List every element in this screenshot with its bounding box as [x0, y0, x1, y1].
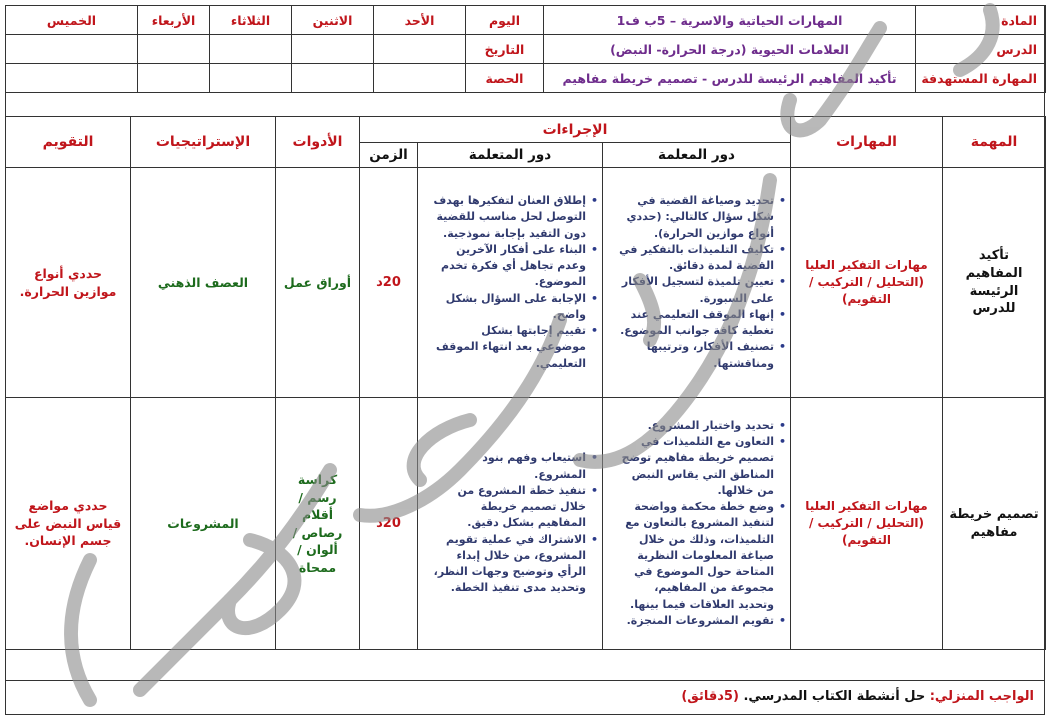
strategy-cell: العصف الذهني [131, 168, 276, 398]
header-row-lesson [6, 35, 1046, 64]
date-cell [138, 35, 210, 64]
col-time-header: الزمن [360, 143, 418, 168]
strategy-cell: المشروعات [131, 398, 276, 650]
homework-row [5, 680, 1045, 715]
list-item: • وضع خطة محكمة وواضحة لتنفيذ المشروع بالتعاون مع التلميذات، وذلك من خلال صياغة المعلومات النظرية المتاحة حول الموضوع في مجموعة من المفاهيم، وتحديد العلاقات فيما بينها. [617, 499, 786, 613]
lesson-label: الدرس [916, 35, 1046, 64]
task-cell: تأكيد المفاهيم الرئيسة للدرس [943, 168, 1046, 398]
time-cell: 20د [360, 168, 418, 398]
list-item: • تقويم المشروعات المنجزة. [617, 613, 786, 629]
day-monday: الاثنين [292, 6, 374, 35]
day-sunday: الأحد [374, 6, 466, 35]
teacher-role-cell [603, 168, 791, 398]
col-strategies-header: الإستراتيجيات [131, 117, 276, 168]
lesson-plan-table [5, 116, 1046, 650]
target-skill-label: المهارة المستهدفة [916, 64, 1046, 93]
spacer-row [5, 93, 1045, 117]
date-label: التاريخ [466, 35, 544, 64]
target-skill-value: تأكيد المفاهيم الرئيسة للدرس - تصميم خريطة مفاهيم [544, 64, 916, 93]
col-teacher-role-header: دور المعلمة [603, 143, 791, 168]
col-tools-header: الأدوات [276, 117, 360, 168]
homework-value: حل أنشطة الكتاب المدرسي. [743, 689, 926, 704]
list-item: • تكليف التلميذات بالتفكير في القضية لمدة دقائق. [617, 242, 786, 275]
list-item: • تعيين تلميذة لتسجيل الأفكار على السبورة. [617, 274, 786, 307]
period-cell [138, 64, 210, 93]
list-item: • تحديد واختيار المشروع. [617, 418, 786, 434]
list-item: • التعاون مع التلميذات في تصميم خريطة مفاهيم توضح المناطق التي يقاس النبض من خلالها. [617, 434, 786, 499]
tools-cell: أوراق عمل [276, 168, 360, 398]
subject-label: المادة [916, 6, 1046, 35]
day-thursday: الخميس [6, 6, 138, 35]
teacher-role-cell [603, 398, 791, 650]
date-cell [6, 35, 138, 64]
list-item: • الاشتراك في عملية تقويم المشروع، من خلال إبداء الرأي وتوضيح وجهات النظر، وتحديد مدى تنفيذ الخطة. [432, 532, 598, 597]
day-wednesday: الأربعاء [138, 6, 210, 35]
col-student-role-header: دور المتعلمة [418, 143, 603, 168]
lesson-value: العلامات الحيوية (درجة الحرارة- النبض) [544, 35, 916, 64]
header-row-subject [6, 6, 1046, 35]
period-label: الحصة [466, 64, 544, 93]
period-cell [6, 64, 138, 93]
subject-value: المهارات الحياتية والاسرية – 5ب ف1 [544, 6, 916, 35]
time-cell: 20د [360, 398, 418, 650]
skills-cell: مهارات التفكير العليا (التحليل / التركيب / التقويم) [791, 398, 943, 650]
header-row-skill [6, 64, 1046, 93]
student-role-cell [418, 168, 603, 398]
date-cell [210, 35, 292, 64]
date-cell [374, 35, 466, 64]
evaluation-cell: حددي مواضع قياس النبض على جسم الإنسان. [6, 398, 131, 650]
col-procedures-header: الإجراءات [360, 117, 791, 143]
date-cell [292, 35, 374, 64]
tools-cell: كراسة رسم / أقلام رصاص / ألوان / ممحاة [276, 398, 360, 650]
list-item: • تصنيف الأفكار، وترتيبها ومناقشتها. [617, 339, 786, 372]
lesson-header-table [5, 5, 1046, 93]
evaluation-cell: حددي أنواع موازين الحرارة. [6, 168, 131, 398]
list-item: • الإجابة على السؤال بشكل واضح. [432, 291, 598, 324]
list-item: • البناء على أفكار الآخرين وعدم تجاهل أي فكرة تخدم الموضوع. [432, 242, 598, 291]
list-item: • إطلاق العنان لتفكيرها بهدف التوصل لحل مناسب للقضية دون التقيد بإجابة نموذجية. [432, 193, 598, 242]
day-label: اليوم [466, 6, 544, 35]
list-item: • تحديد وصياغة القضية في شكل سؤال كالتالي: (حددي أنواع موازين الحرارة). [617, 193, 786, 242]
period-cell [210, 64, 292, 93]
list-item: • إنهاء الموقف التعليمي عند تغطية كافة جوانب الموضوع. [617, 307, 786, 340]
col-skills-header: المهارات [791, 117, 943, 168]
homework-label: الواجب المنزلي: [929, 689, 1034, 704]
period-cell [374, 64, 466, 93]
list-item: • استيعاب وفهم بنود المشروع. [432, 450, 598, 483]
task-cell: تصميم خريطة مفاهيم [943, 398, 1046, 650]
skills-cell: مهارات التفكير العليا (التحليل / التركيب / التقويم) [791, 168, 943, 398]
table-row [6, 398, 1046, 650]
period-cell [292, 64, 374, 93]
student-role-cell [418, 398, 603, 650]
list-item: • تقييم إجابتها بشكل موضوعي بعد انتهاء الموقف التعليمي. [432, 323, 598, 372]
spacer-row [5, 652, 1045, 680]
homework-time: (5دقائق) [681, 689, 739, 704]
table-header-row [6, 117, 1046, 143]
day-tuesday: الثلاثاء [210, 6, 292, 35]
table-row [6, 168, 1046, 398]
list-item: • تنفيذ خطة المشروع من خلال تصميم خريطة المفاهيم بشكل دقيق. [432, 483, 598, 532]
col-task-header: المهمة [943, 117, 1046, 168]
col-evaluation-header: التقويم [6, 117, 131, 168]
